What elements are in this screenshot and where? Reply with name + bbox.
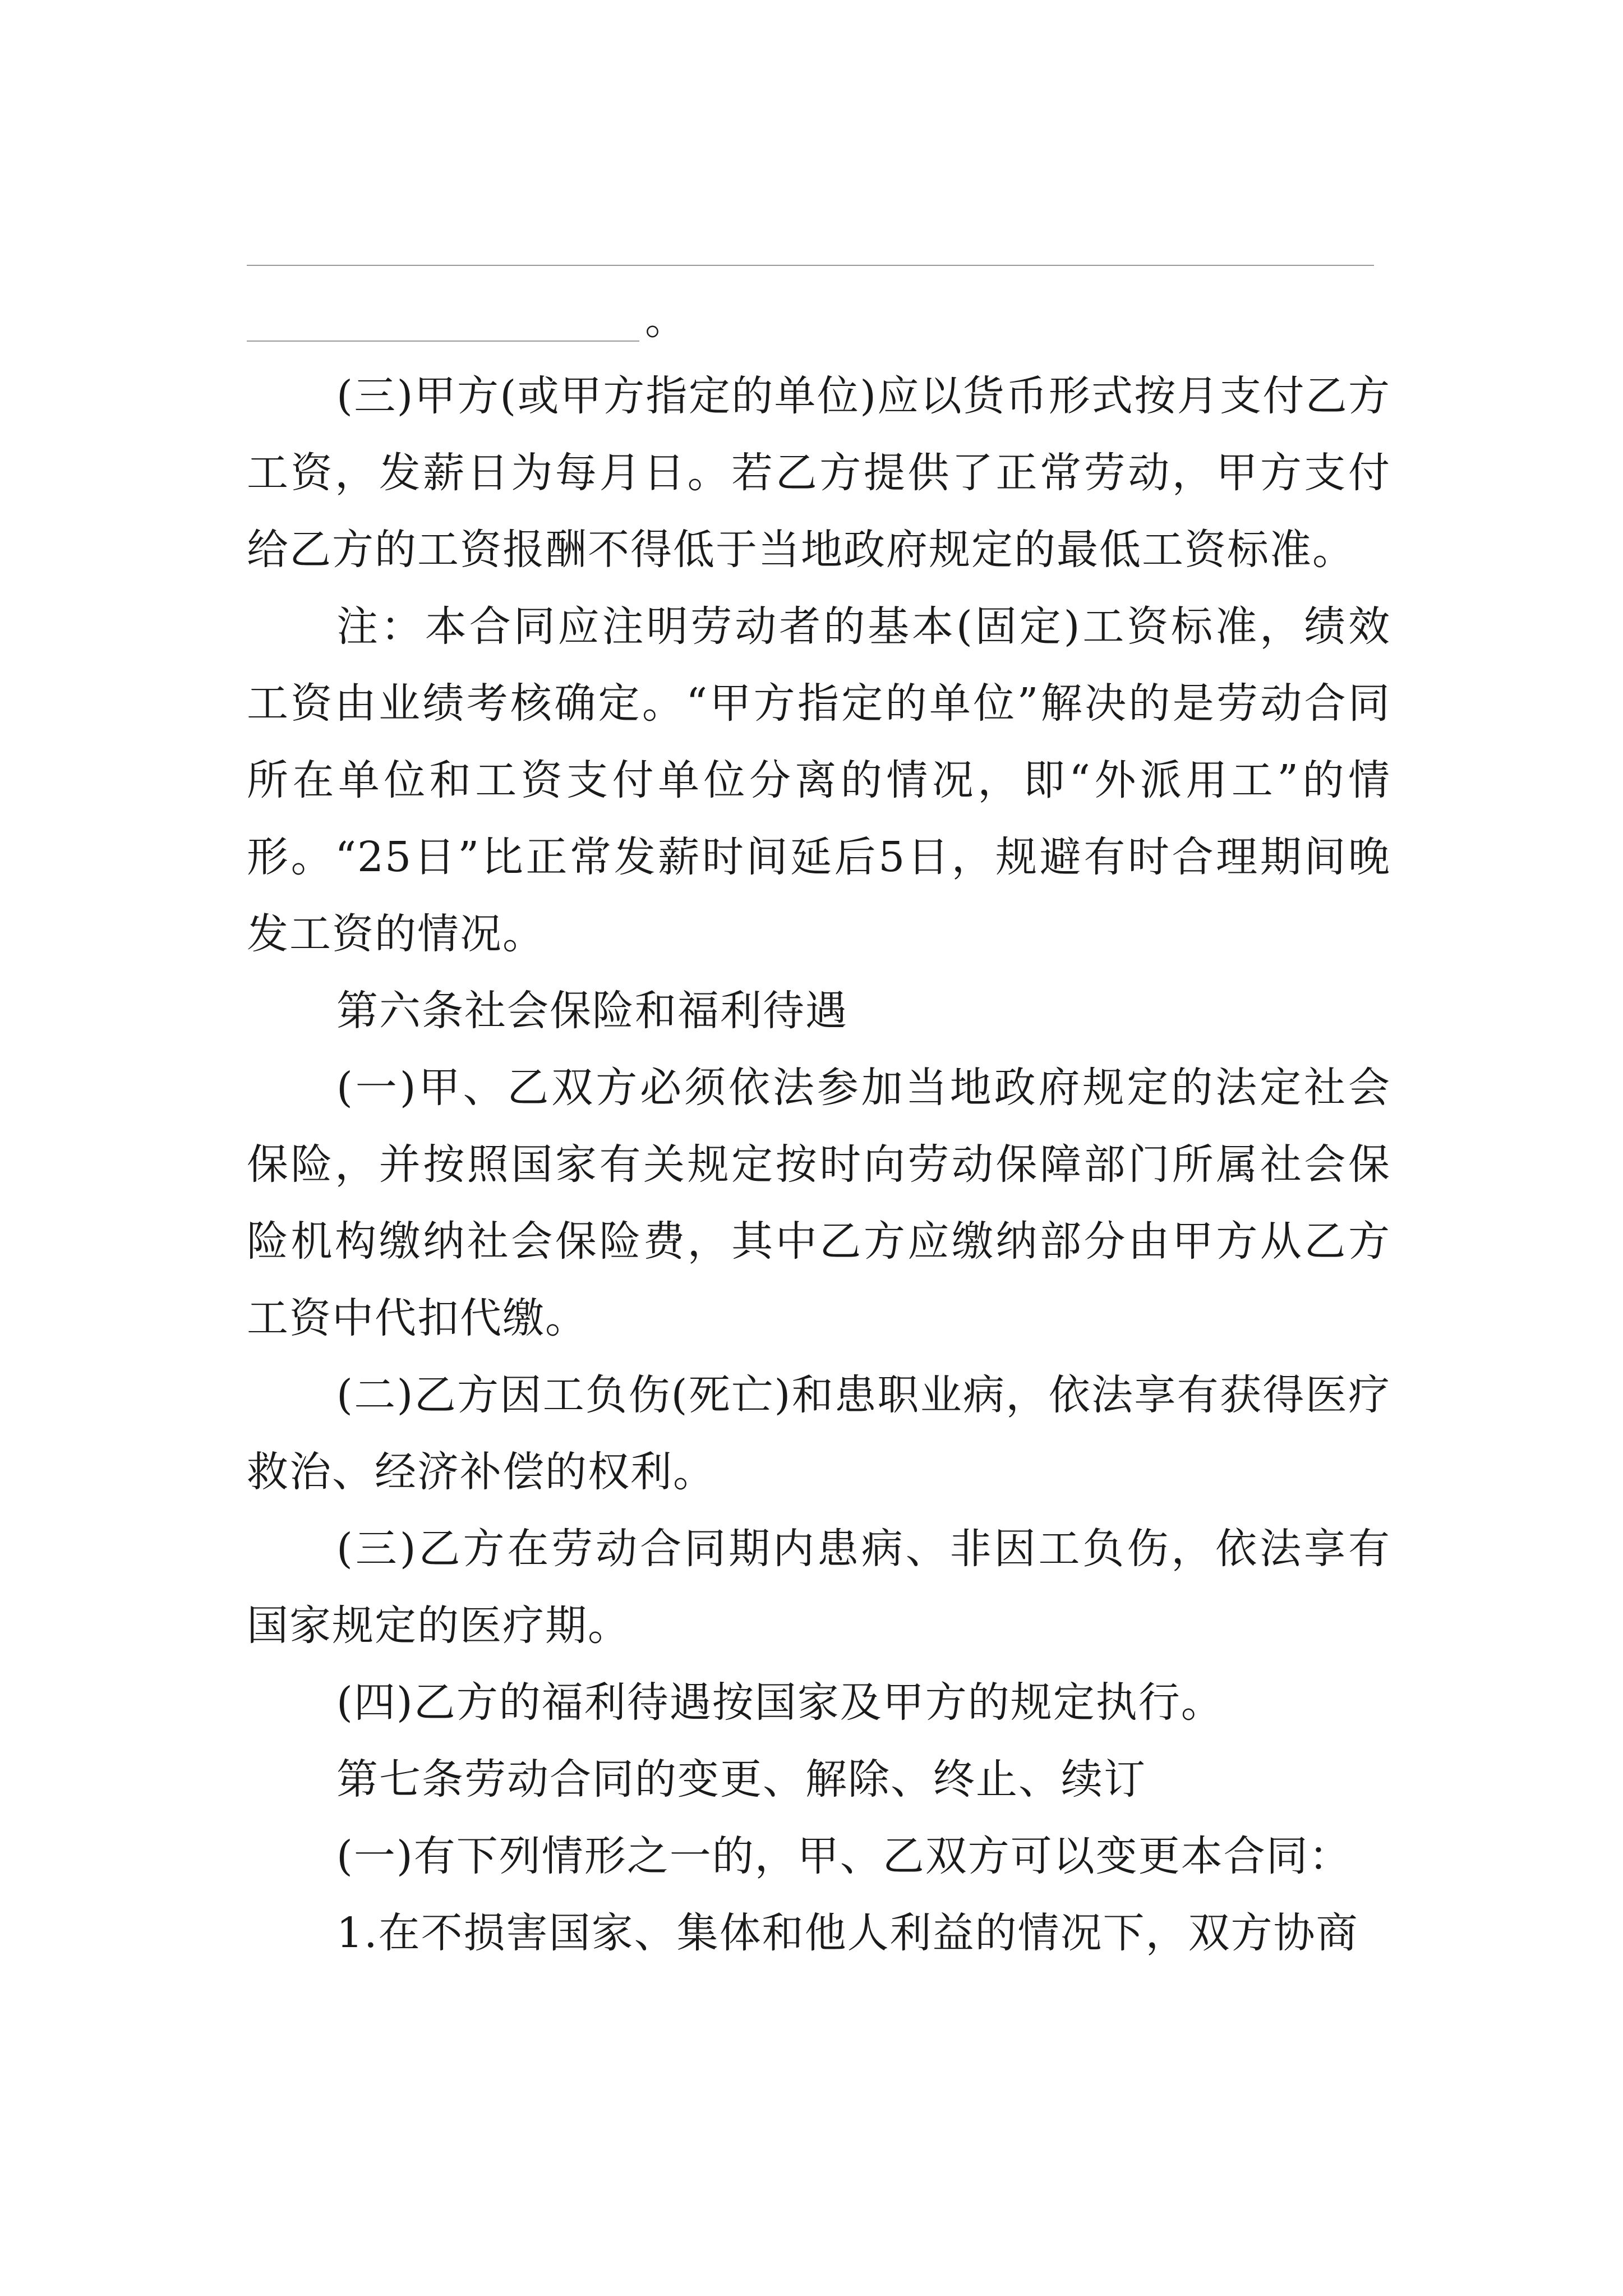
paragraph-note: 注：本合同应注明劳动者的基本(固定)工资标准，绩效工资由业绩考核确定。“甲方指定的单位”解决的是劳动合同所在单位和工资支付单位分离的情况，即“外派用工”的情形。“25日”比正常发薪时间延后5日，规避有时合理期间晚发工资的情况。 <box>247 602 1391 958</box>
paragraph-contract-change: (一)有下列情形之一的，甲、乙双方可以变更本合同： <box>336 1832 1352 1880</box>
paragraph-social-insurance: (一)甲、乙双方必须依法参加当地政府规定的法定社会保险，并按照国家有关规定按时向劳动保障部门所属社会保险机构缴纳社会保险费，其中乙方应缴纳部分由甲方从乙方工资中代扣代缴。 <box>247 1064 1391 1342</box>
article-6-heading: 第六条社会保险和福利待遇 <box>336 987 848 1035</box>
end-punctuation: 。 <box>645 296 686 344</box>
paragraph-medical-period: (三)乙方在劳动合同期内患病、非因工负伤，依法享有国家规定的医疗期。 <box>247 1525 1391 1650</box>
paragraph-welfare: (四)乙方的福利待遇按国家及甲方的规定执行。 <box>336 1678 1224 1727</box>
paragraph-item-1: 1.在不损害国家、集体和他人利益的情况下，双方协商 <box>336 1909 1359 1957</box>
blank-fill-line <box>247 265 1374 266</box>
contract-body <box>247 358 1391 1972</box>
article-7-heading: 第七条劳动合同的变更、解除、终止、续订 <box>336 1755 1146 1803</box>
paragraph-wage-payment: (三)甲方(或甲方指定的单位)应以货币形式按月支付乙方工资，发薪日为每月日。若乙方提供了正常劳动，甲方支付给乙方的工资报酬不得低于当地政府规定的最低工资标准。 <box>247 372 1391 574</box>
blank-fill-line <box>247 341 639 342</box>
paragraph-work-injury: (二)乙方因工负伤(死亡)和患职业病，依法享有获得医疗救治、经济补偿的权利。 <box>247 1371 1391 1496</box>
